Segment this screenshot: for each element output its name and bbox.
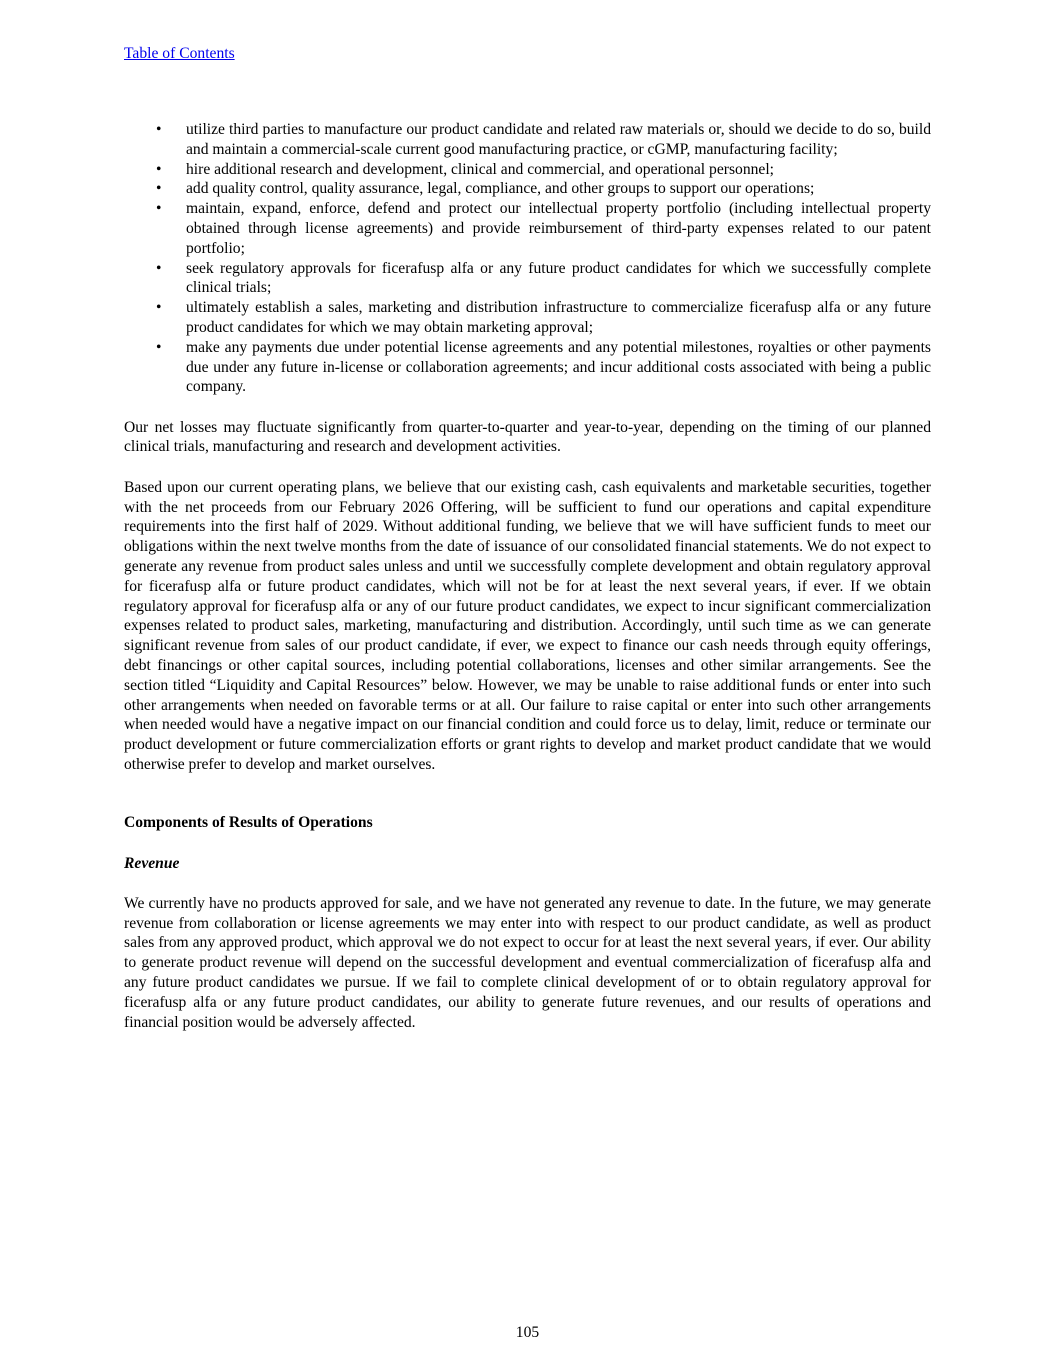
expense-bullet-list	[124, 120, 931, 397]
page-number: 105	[515, 1324, 540, 1341]
list-item	[124, 120, 931, 160]
bullet-icon: •	[156, 259, 162, 277]
net-losses-paragraph: Our net losses may fluctuate significantly from quarter-to-quarter and year-to-year, depending on the timing of our planned clinical trials, manufacturing and research and development activities.	[124, 418, 931, 456]
bullet-icon: •	[156, 299, 162, 317]
bullet-icon: •	[156, 160, 162, 178]
page-content	[124, 120, 931, 1053]
list-item	[124, 338, 931, 397]
bullet-icon: •	[156, 338, 162, 356]
list-item-text: hire additional research and development, clinical and commercial, and operational personnel;	[186, 160, 774, 178]
bullet-icon: •	[156, 121, 162, 138]
list-item-text: utilize third parties to manufacture our product candidate and related raw materials or, should we decide to do so, build and maintain a commercial-scale current good manufacturing practice, or cGMP, manufacturing facility;	[186, 121, 931, 158]
list-item-text: seek regulatory approvals for ficerafusp alfa or any future product candidates for which we successfully complete clinical trials;	[186, 259, 931, 297]
section-heading: Components of Results of Operations	[124, 814, 373, 832]
list-item-text: ultimately establish a sales, marketing and distribution infrastructure to commercialize ficerafusp alfa or any future product candidates for which we may obtain marketing approval;	[186, 299, 931, 336]
bullet-icon: •	[156, 180, 162, 198]
list-item	[124, 298, 931, 338]
table-of-contents-link[interactable]: Table of Contents	[124, 45, 235, 62]
list-item-text: maintain, expand, enforce, defend and protect our intellectual property portfolio (including intellectual property obtained through license agreements) and provide reimbursement of third-party expenses related to our patent portfolio;	[186, 200, 931, 257]
bullet-icon: •	[156, 200, 162, 218]
revenue-paragraph: We currently have no products approved for sale, and we have not generated any revenue to date. In the future, we may generate revenue from collaboration or license agreements we may enter into with respect to our product candidate, as well as product sales from any approved product, which approval we do not expect to occur for at least the next several years, if ever. Our ability to generate product revenue will depend on the successful development and eventual commercialization of ficerafusp alfa and any future product candidates we pursue. If we fail to complete clinical development of or to obtain regulatory approval for ficerafusp alfa or any future product candidates, our ability to generate future revenues, and our results of operations and financial position would be adversely affected.	[124, 894, 931, 1031]
list-item	[124, 199, 931, 258]
subsection-heading: Revenue	[124, 854, 180, 872]
list-item	[124, 160, 931, 180]
list-item-text: add quality control, quality assurance, legal, compliance, and other groups to support our operations;	[186, 180, 815, 198]
list-item	[124, 179, 931, 199]
operating-plans-paragraph: Based upon our current operating plans, we believe that our existing cash, cash equivalents and marketable securities, together with the net proceeds from our February 2026 Offering, will be sufficient to fund our operations and capital expenditure requirements into the first half of 2029. Without additional funding, we believe that we will have sufficient funds to meet our obligations within the next twelve months from the date of issuance of our consolidated financial statements. We do not expect to generate any revenue from product sales unless and until we successfully complete development and obtain regulatory approval for ficerafusp alfa or future product candidates, which will not be for at least the next several years, if ever. If we obtain regulatory approval for ficerafusp alfa or any of our future product candidates, we expect to incur significant commercialization expenses related to product sales, marketing, manufacturing and distribution. Accordingly, until such time as we can generate significant revenue from sales of our product candidate, if ever, we expect to finance our cash needs through equity offerings, debt financings or other capital sources, including potential collaborations, licenses and other similar arrangements. See the section titled “Liquidity and Capital Resources” below. However, we may be unable to raise additional funds or enter into such other arrangements when needed on favorable terms or at all. Our failure to raise capital or enter into such other arrangements when needed would have a negative impact on our financial condition and could force us to delay, limit, reduce or terminate our product development or future commercialization efforts or grant rights to develop and market product candidate that we would otherwise prefer to develop and market ourselves.	[124, 478, 931, 773]
list-item	[124, 259, 931, 299]
list-item-text: make any payments due under potential license agreements and any potential milestones, royalties or other payments due under any future in-license or collaboration agreements; and incur additional costs associated with being a public company.	[186, 338, 931, 396]
